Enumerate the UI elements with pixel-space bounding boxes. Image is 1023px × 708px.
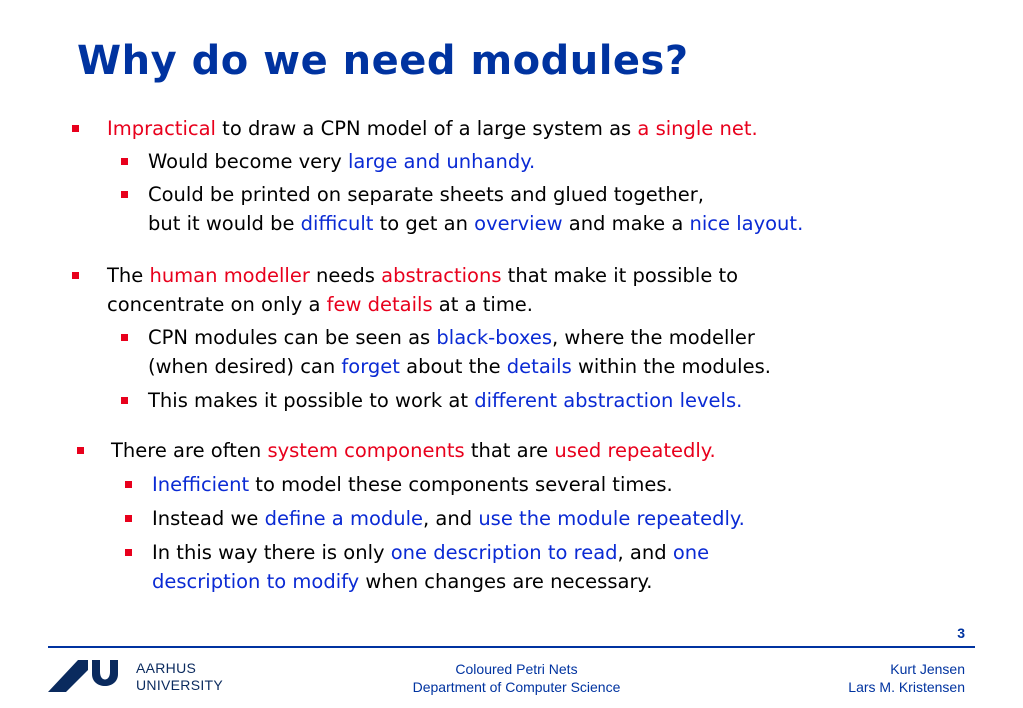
text-run: but it would be <box>148 212 301 235</box>
text-run: Instead we <box>152 507 265 530</box>
text-run: description to modify <box>152 570 360 593</box>
aarhus-university-logo <box>48 656 128 696</box>
bullet-3-sub-1 <box>152 473 673 497</box>
sub-bullet-marker <box>121 191 128 198</box>
author-1: Kurt Jensen <box>890 661 965 677</box>
author-2: Lars M. Kristensen <box>848 679 965 695</box>
sub-bullet-marker <box>121 158 128 165</box>
sub-bullet-marker <box>121 334 128 341</box>
bullet-marker <box>72 272 79 279</box>
text-run: , and <box>423 507 479 530</box>
footer-divider <box>48 646 975 648</box>
sub-bullet-marker <box>125 481 132 488</box>
text-run: This makes it possible to work at <box>148 389 475 412</box>
page-number: 3 <box>957 625 965 641</box>
text-run: (when desired) can <box>148 355 342 378</box>
sub-bullet-marker <box>121 397 128 404</box>
bullet-3-sub-3-line-1 <box>152 541 709 565</box>
sub-bullet-marker <box>125 549 132 556</box>
bullet-1-sub-2-line-1: Could be printed on separate sheets and glued together, <box>148 183 704 206</box>
text-run: define a module <box>264 507 424 530</box>
text-run: a single net. <box>637 117 758 140</box>
text-run: concentrate on only a <box>107 293 327 316</box>
text-run: black-boxes <box>436 326 553 349</box>
text-run: Impractical <box>107 117 216 140</box>
text-run: system components <box>267 439 465 462</box>
university-name-line-2: UNIVERSITY <box>136 677 224 693</box>
text-run: human modeller <box>149 264 310 287</box>
bullet-2-sub-1-line-2 <box>148 355 771 379</box>
text-run: few details <box>326 293 433 316</box>
text-run: and make a <box>562 212 690 235</box>
logo-shape <box>48 660 88 692</box>
bullet-2-sub-1-line-1 <box>148 326 755 350</box>
text-run: Would become very <box>148 150 348 173</box>
text-run: abstractions <box>381 264 502 287</box>
course-title: Coloured Petri Nets <box>455 661 578 677</box>
text-run: different abstraction levels. <box>474 389 743 412</box>
text-run: that make it possible to <box>501 264 739 287</box>
text-run: details <box>506 355 572 378</box>
logo-shape <box>92 660 118 686</box>
text-run: to model these components several times. <box>249 473 673 496</box>
bullet-3-line-1 <box>111 439 716 463</box>
text-run: large and unhandy. <box>347 150 536 173</box>
text-run: one <box>672 541 710 564</box>
text-run: difficult <box>300 212 374 235</box>
department-name: Department of Computer Science <box>412 679 621 695</box>
text-run: when changes are necessary. <box>359 570 653 593</box>
footer-course-info <box>300 660 733 696</box>
text-run: The <box>107 264 150 287</box>
text-run: nice layout. <box>689 212 804 235</box>
text-run: forget <box>341 355 400 378</box>
text-run: to draw a CPN model of a large system as <box>215 117 638 140</box>
text-run: to get an <box>373 212 475 235</box>
bullet-1-sub-1 <box>148 150 535 174</box>
bullet-2-sub-2 <box>148 389 742 413</box>
text-run: needs <box>309 264 382 287</box>
text-run: overview <box>474 212 563 235</box>
text-run: There are often <box>111 439 268 462</box>
bullet-marker <box>77 447 84 454</box>
text-run: , where the modeller <box>552 326 755 349</box>
text-run: within the modules. <box>571 355 771 378</box>
bullet-1-sub-2-line-2 <box>148 212 803 236</box>
bullet-marker <box>72 125 79 132</box>
bullet-3-sub-2 <box>152 507 745 531</box>
text-run: , and <box>617 541 673 564</box>
text-run: that are <box>464 439 555 462</box>
slide-title: Why do we need modules? <box>77 38 689 84</box>
text-run: In this way there is only <box>152 541 391 564</box>
bullet-2-line-2 <box>107 293 533 317</box>
text-run: one description to read <box>390 541 618 564</box>
text-run: used repeatedly. <box>554 439 716 462</box>
university-name-line-1: AARHUS <box>136 660 197 676</box>
text-run: Inefficient <box>152 473 250 496</box>
text-run: use the module repeatedly. <box>478 507 745 530</box>
text-run: about the <box>399 355 507 378</box>
bullet-3-sub-3-line-2 <box>152 570 652 594</box>
sub-bullet-marker <box>125 515 132 522</box>
footer-authors <box>848 660 965 696</box>
text-run: CPN modules can be seen as <box>148 326 437 349</box>
bullet-2-line-1 <box>107 264 738 288</box>
bullet-1-line-1 <box>107 117 758 141</box>
text-run: at a time. <box>432 293 534 316</box>
university-name <box>136 660 223 694</box>
